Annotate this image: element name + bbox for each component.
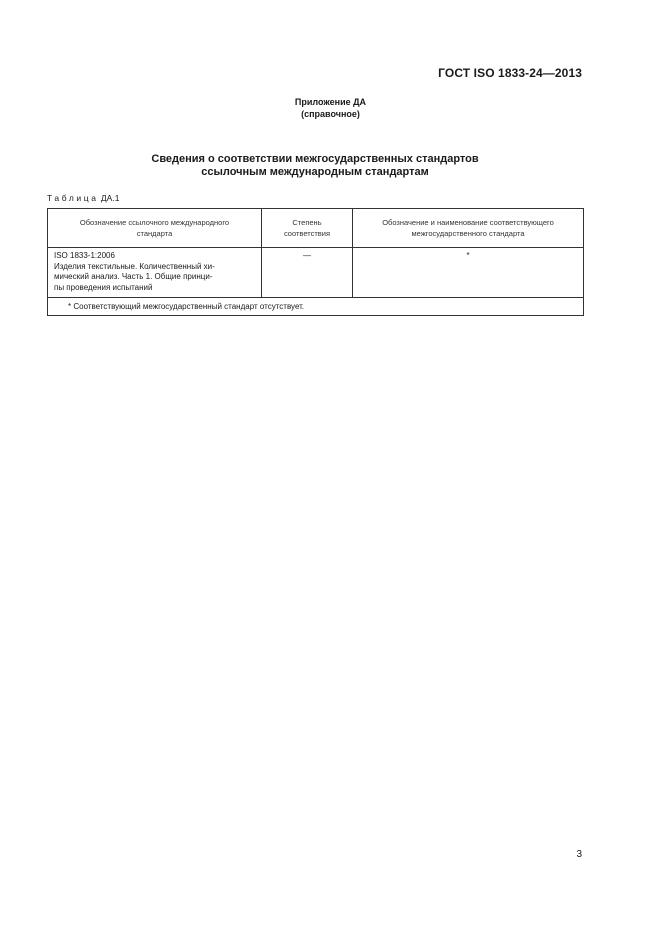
cell-line: мический анализ. Часть 1. Общие принци-	[54, 272, 213, 282]
table-header-row	[48, 209, 584, 248]
table-footnote: * Соответствующий межгосударственный стандарт отсутствует.	[48, 298, 584, 316]
header-line: Обозначение и наименование соответствующего	[382, 218, 554, 227]
cell-interstate-standard: *	[353, 248, 584, 298]
cell-degree: —	[262, 248, 353, 298]
section-title-line-1: Сведения о соответствии межгосударственных стандартов	[151, 153, 479, 165]
annex-title: Приложение ДА	[294, 97, 367, 107]
header-degree	[262, 209, 353, 248]
page-number: 3	[576, 849, 582, 860]
header-line: Степень	[292, 218, 322, 227]
section-title-line-2: ссылочным международным стандартам	[201, 166, 429, 178]
document-code: ГОСТ ISO 1833-24—2013	[438, 66, 582, 80]
cell-line: Изделия текстильные. Количественный хи-	[54, 261, 215, 271]
footnote-row	[48, 298, 584, 316]
reference-table	[47, 208, 584, 316]
table-label-word: Таблица	[47, 193, 99, 203]
cell-line: пы проведения испытаний	[54, 282, 153, 292]
header-line: межгосударственного стандарта	[411, 229, 525, 238]
header-reference-standard	[48, 209, 262, 248]
table-label	[47, 193, 119, 203]
header-line: соответствия	[283, 229, 331, 238]
section-title	[0, 153, 630, 179]
cell-reference-standard	[48, 248, 262, 298]
header-interstate-standard	[353, 209, 584, 248]
annex-heading	[0, 96, 661, 120]
header-line: стандарта	[136, 229, 173, 238]
cell-line: ISO 1833-1:2006	[54, 251, 115, 260]
annex-subtitle: (справочное)	[301, 109, 360, 119]
header-line: Обозначение ссылочного международного	[79, 218, 230, 227]
table-row	[48, 248, 584, 298]
table-label-number: ДА.1	[100, 193, 120, 203]
